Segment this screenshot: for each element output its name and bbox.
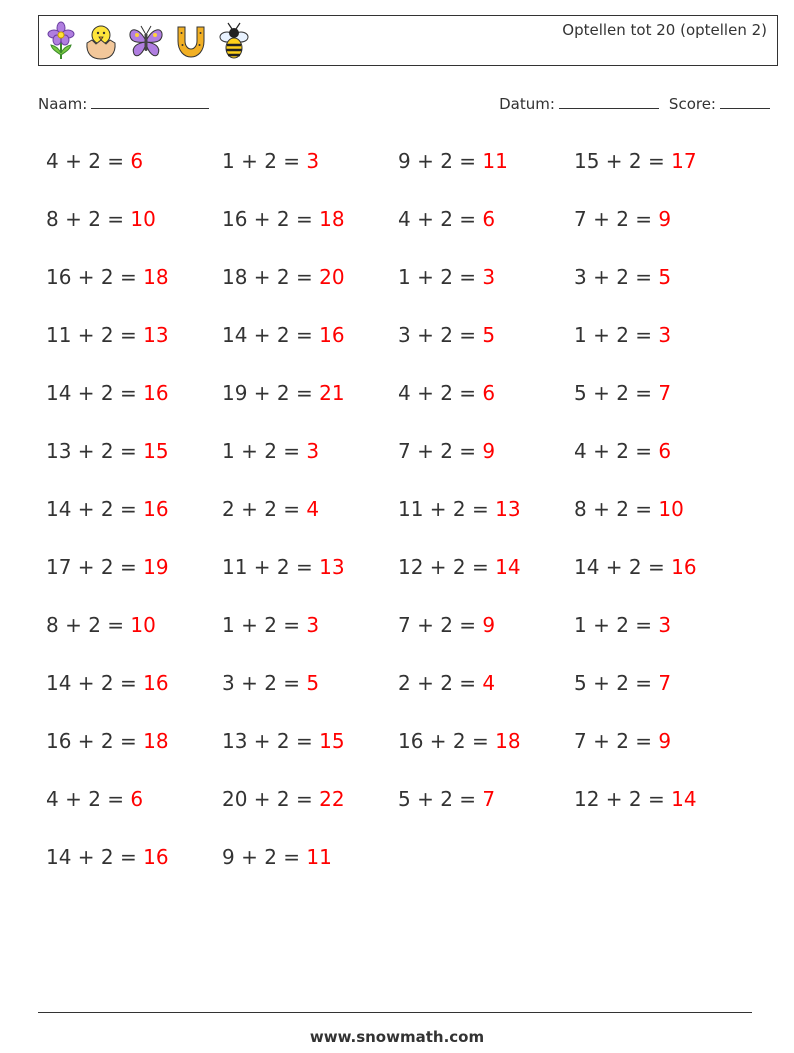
problem-answer: 22 — [319, 787, 345, 811]
problem-answer: 3 — [306, 613, 320, 637]
problem-item — [222, 203, 345, 235]
problem-item — [46, 435, 169, 467]
problem-item — [46, 377, 169, 409]
problem-question: 11 + 2 = — [398, 497, 489, 521]
problem-answer: 19 — [143, 555, 169, 579]
problem-question: 16 + 2 = — [398, 729, 489, 753]
problem-question: 1 + 2 = — [222, 149, 301, 173]
problem-item — [574, 609, 671, 641]
problem-item — [46, 261, 169, 293]
problem-item — [46, 493, 169, 525]
problem-item — [398, 667, 495, 699]
problem-answer: 9 — [482, 613, 496, 637]
problem-item — [222, 725, 345, 757]
header-box — [38, 15, 778, 66]
problem-item — [222, 667, 319, 699]
problem-answer: 6 — [658, 439, 672, 463]
problem-item — [222, 783, 345, 815]
problem-item — [222, 377, 345, 409]
problem-item — [222, 551, 345, 583]
problem-question: 4 + 2 = — [398, 207, 477, 231]
problem-answer: 5 — [306, 671, 320, 695]
problem-answer: 10 — [658, 497, 684, 521]
problem-item — [398, 319, 495, 351]
problem-answer: 6 — [130, 149, 144, 173]
problem-question: 3 + 2 = — [574, 265, 653, 289]
problem-item — [398, 261, 495, 293]
problem-question: 12 + 2 = — [398, 555, 489, 579]
problem-row — [46, 551, 750, 609]
problem-answer: 14 — [671, 787, 697, 811]
problem-question: 11 + 2 = — [46, 323, 137, 347]
problem-answer: 7 — [482, 787, 496, 811]
problem-answer: 20 — [319, 265, 345, 289]
problem-answer: 18 — [319, 207, 345, 231]
problem-question: 12 + 2 = — [574, 787, 665, 811]
problem-item — [398, 435, 495, 467]
problem-question: 19 + 2 = — [222, 381, 313, 405]
problem-item — [222, 145, 319, 177]
problem-answer: 3 — [306, 149, 320, 173]
problem-question: 4 + 2 = — [46, 149, 125, 173]
problem-question: 14 + 2 = — [574, 555, 665, 579]
problem-answer: 3 — [482, 265, 496, 289]
problem-item — [574, 667, 671, 699]
problem-answer: 4 — [482, 671, 496, 695]
problem-question: 3 + 2 = — [398, 323, 477, 347]
problem-answer: 14 — [495, 555, 521, 579]
problem-item — [398, 551, 521, 583]
problem-answer: 5 — [658, 265, 672, 289]
problem-item — [574, 783, 697, 815]
problem-question: 15 + 2 = — [574, 149, 665, 173]
problem-item — [574, 725, 671, 757]
problem-question: 1 + 2 = — [398, 265, 477, 289]
problem-row — [46, 261, 750, 319]
problem-question: 18 + 2 = — [222, 265, 313, 289]
problem-answer: 4 — [306, 497, 320, 521]
problem-question: 20 + 2 = — [222, 787, 313, 811]
butterfly-icon — [127, 21, 165, 61]
problem-item — [222, 261, 345, 293]
problem-item — [574, 377, 671, 409]
problem-question: 7 + 2 = — [574, 729, 653, 753]
problem-answer: 11 — [482, 149, 508, 173]
problem-answer: 9 — [658, 207, 672, 231]
problem-item — [46, 551, 169, 583]
problem-answer: 16 — [143, 671, 169, 695]
problem-row — [46, 203, 750, 261]
problem-answer: 7 — [658, 381, 672, 405]
problem-row — [46, 667, 750, 725]
problem-question: 14 + 2 = — [222, 323, 313, 347]
problem-answer: 16 — [319, 323, 345, 347]
problem-item — [46, 609, 156, 641]
problem-question: 8 + 2 = — [574, 497, 653, 521]
problem-question: 4 + 2 = — [46, 787, 125, 811]
problem-item — [398, 725, 521, 757]
score-blank[interactable] — [720, 93, 770, 109]
problem-item — [46, 841, 169, 873]
problem-grid — [46, 145, 750, 899]
problem-item — [574, 145, 697, 177]
problem-item — [46, 319, 169, 351]
problem-answer: 16 — [671, 555, 697, 579]
problem-answer: 5 — [482, 323, 496, 347]
problem-question: 11 + 2 = — [222, 555, 313, 579]
problem-question: 16 + 2 = — [222, 207, 313, 231]
problem-answer: 17 — [671, 149, 697, 173]
problem-item — [574, 319, 671, 351]
problem-question: 1 + 2 = — [574, 613, 653, 637]
problem-item — [574, 493, 684, 525]
problem-row — [46, 783, 750, 841]
score-label: Score: — [668, 95, 716, 113]
problem-row — [46, 609, 750, 667]
problem-question: 5 + 2 = — [398, 787, 477, 811]
problem-item — [574, 203, 671, 235]
problem-question: 7 + 2 = — [398, 613, 477, 637]
problem-answer: 13 — [143, 323, 169, 347]
problem-item — [574, 551, 697, 583]
date-blank[interactable] — [559, 93, 659, 109]
problem-item — [574, 435, 671, 467]
problem-question: 14 + 2 = — [46, 381, 137, 405]
problem-item — [222, 435, 319, 467]
footer-url[interactable]: www.snowmath.com — [309, 1028, 485, 1046]
chick-icon — [83, 21, 119, 61]
problem-question: 13 + 2 = — [46, 439, 137, 463]
problem-item — [46, 145, 143, 177]
problem-question: 17 + 2 = — [46, 555, 137, 579]
problem-item — [222, 841, 332, 873]
problem-answer: 9 — [658, 729, 672, 753]
problem-question: 9 + 2 = — [222, 845, 301, 869]
problem-row — [46, 377, 750, 435]
problem-question: 5 + 2 = — [574, 671, 653, 695]
problem-row — [46, 435, 750, 493]
problem-answer: 6 — [130, 787, 144, 811]
problem-question: 1 + 2 = — [222, 613, 301, 637]
problem-answer: 15 — [143, 439, 169, 463]
problem-answer: 18 — [143, 729, 169, 753]
problem-question: 8 + 2 = — [46, 207, 125, 231]
problem-question: 14 + 2 = — [46, 845, 137, 869]
problem-row — [46, 493, 750, 551]
date-label: Datum: — [499, 95, 555, 113]
problem-answer: 3 — [658, 613, 672, 637]
problem-answer: 3 — [306, 439, 320, 463]
problem-question: 4 + 2 = — [398, 381, 477, 405]
bee-icon — [217, 21, 251, 61]
flower-icon — [47, 21, 75, 61]
problem-question: 14 + 2 = — [46, 671, 137, 695]
problem-answer: 18 — [143, 265, 169, 289]
problem-question: 3 + 2 = — [222, 671, 301, 695]
problem-row — [46, 319, 750, 377]
name-blank[interactable] — [91, 93, 209, 109]
problem-item — [222, 319, 345, 351]
problem-answer: 11 — [306, 845, 332, 869]
problem-item — [222, 609, 319, 641]
footer-divider — [38, 1012, 752, 1013]
problem-question: 9 + 2 = — [398, 149, 477, 173]
problem-row — [46, 725, 750, 783]
problem-question: 2 + 2 = — [222, 497, 301, 521]
problem-answer: 15 — [319, 729, 345, 753]
problem-row — [46, 145, 750, 203]
problem-answer: 13 — [319, 555, 345, 579]
name-label: Naam: — [38, 95, 88, 113]
problem-answer: 10 — [130, 613, 156, 637]
problem-answer: 7 — [658, 671, 672, 695]
problem-question: 7 + 2 = — [574, 207, 653, 231]
problem-answer: 21 — [319, 381, 345, 405]
problem-question: 1 + 2 = — [222, 439, 301, 463]
problem-item — [398, 493, 521, 525]
problem-question: 1 + 2 = — [574, 323, 653, 347]
problem-item — [398, 203, 495, 235]
date-score-fields — [499, 93, 770, 113]
problem-answer: 16 — [143, 845, 169, 869]
problem-answer: 18 — [495, 729, 521, 753]
problem-item — [46, 725, 169, 757]
problem-question: 16 + 2 = — [46, 265, 137, 289]
problem-item — [398, 377, 495, 409]
problem-question: 8 + 2 = — [46, 613, 125, 637]
problem-question: 16 + 2 = — [46, 729, 137, 753]
problem-answer: 10 — [130, 207, 156, 231]
icon-strip — [47, 20, 251, 62]
problem-item — [222, 493, 319, 525]
problem-item — [574, 261, 671, 293]
problem-answer: 16 — [143, 381, 169, 405]
problem-answer: 6 — [482, 381, 496, 405]
problem-question: 2 + 2 = — [398, 671, 477, 695]
problem-answer: 3 — [658, 323, 672, 347]
problem-answer: 9 — [482, 439, 496, 463]
problem-question: 4 + 2 = — [574, 439, 653, 463]
worksheet-title: Optellen tot 20 (optellen 2) — [562, 21, 767, 39]
problem-row — [46, 841, 750, 899]
problem-answer: 13 — [495, 497, 521, 521]
problem-answer: 16 — [143, 497, 169, 521]
problem-question: 5 + 2 = — [574, 381, 653, 405]
problem-item — [398, 609, 495, 641]
problem-question: 14 + 2 = — [46, 497, 137, 521]
problem-item — [46, 203, 156, 235]
problem-question: 7 + 2 = — [398, 439, 477, 463]
problem-item — [46, 783, 143, 815]
horseshoe-icon — [173, 21, 209, 61]
name-field[interactable] — [38, 93, 209, 113]
problem-item — [398, 783, 495, 815]
problem-answer: 6 — [482, 207, 496, 231]
problem-question: 13 + 2 = — [222, 729, 313, 753]
problem-item — [46, 667, 169, 699]
problem-item — [398, 145, 508, 177]
